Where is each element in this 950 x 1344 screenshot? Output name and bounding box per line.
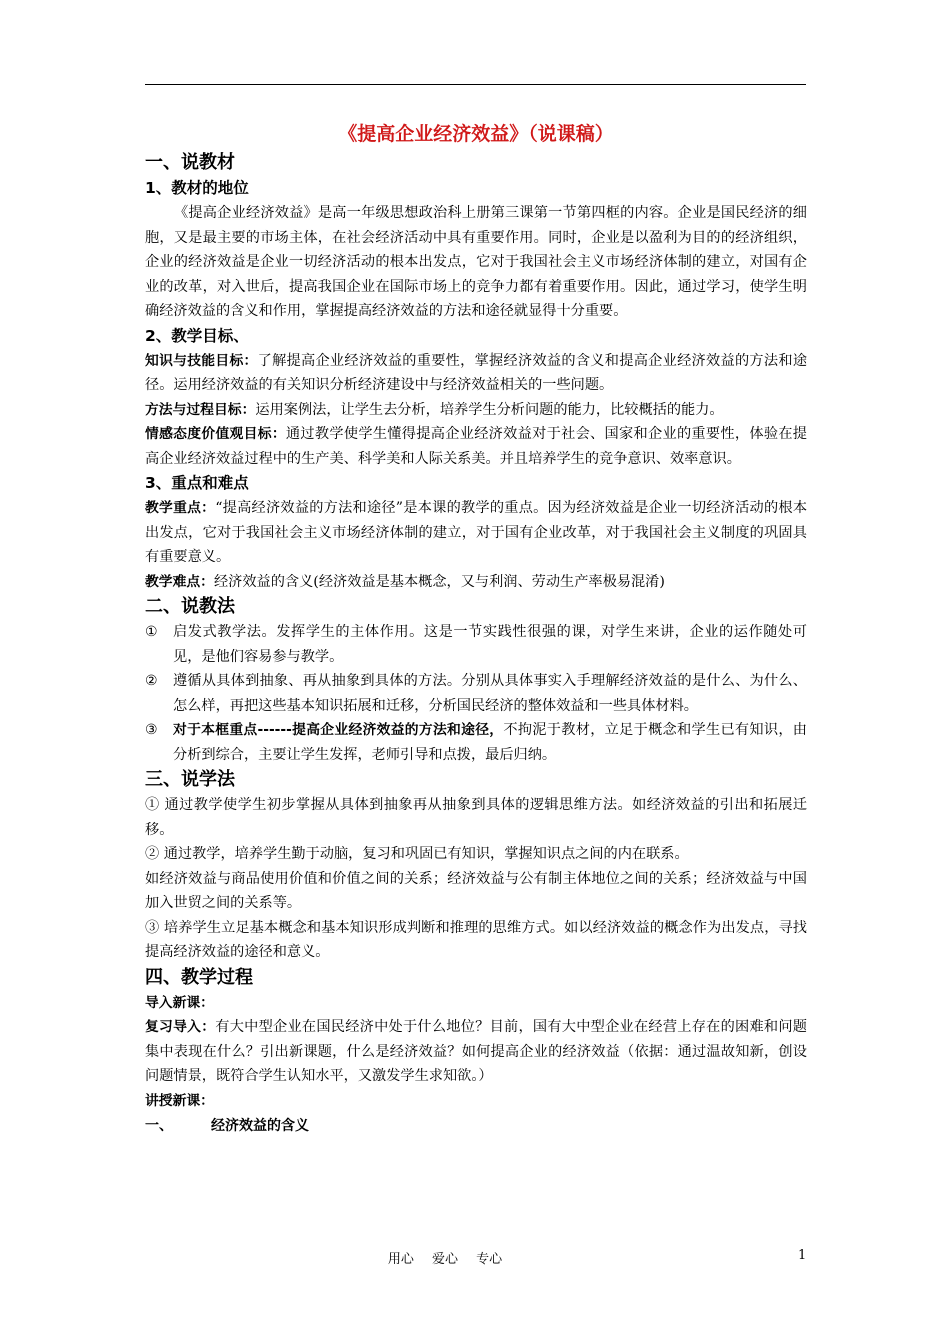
difficult-point-text: 经济效益的含义(经济效益是基本概念，又与利润、劳动生产率极易混淆) bbox=[213, 573, 665, 590]
goal-method bbox=[145, 398, 807, 423]
goal-emotion-text: 通过教学使学生懂得提高企业经济效益对于社会、国家和企业的重要性，体验在提高企业经济效益过程中的生产美、科学美和人际关系美。并且培养学生的竞争意识、效率意识。 bbox=[145, 426, 807, 467]
section-heading-learning: 三、说学法 bbox=[145, 769, 235, 790]
key-point-label: 教学重点： bbox=[145, 500, 216, 516]
key-point bbox=[145, 496, 807, 570]
section-heading-methods: 二、说教法 bbox=[145, 596, 235, 617]
subheading-key-points: 3、重点和难点 bbox=[145, 474, 249, 492]
goal-knowledge bbox=[145, 349, 807, 398]
goal-method-label: 方法与过程目标： bbox=[145, 401, 256, 418]
list-item-text: 启发式教学法。发挥学生的主体作用。这是一节实践性很强的课，对学生来讲，企业的运作随处可见，是他们容易参与教学。 bbox=[173, 624, 807, 665]
learning-paragraph-4: ③ 培养学生立足基本概念和基本知识形成判断和推理的思维方式。如以经济效益的概念作为出发点，寻找提高经济效益的途径和意义。 bbox=[145, 919, 807, 960]
list-item-number: ① bbox=[145, 624, 158, 640]
goal-knowledge-text: 了解提高企业经济效益的重要性，掌握经济效益的含义和提高企业经济效益的方法和途径。运用经济效益的有关知识分析经济建设中与经济效益相关的一些问题。 bbox=[145, 352, 808, 393]
list-item-bold-text: 对于本框重点------提高企业经济效益的方法和途径， bbox=[173, 722, 504, 738]
goal-emotion bbox=[145, 422, 807, 471]
review-text: 有大中型企业在国民经济中处于什么地位？目前，国有大中型企业在经营上存在的困难和问题集中表现在什么？引出新课题，什么是经济效益？如何提高企业的经济效益（依据：通过温故知新，创设问题情景，既符合学生认知水平，又激发学生求知欲。） bbox=[145, 1019, 807, 1084]
subheading-goals: 2、教学目标、 bbox=[145, 326, 249, 345]
list-item bbox=[145, 620, 807, 669]
footer-motto: 用心 爱心 专心 bbox=[387, 1252, 503, 1267]
process-subheading-title: 经济效益的含义 bbox=[211, 1118, 309, 1134]
process-subheading-number: 一、 bbox=[145, 1118, 173, 1134]
list-item-text: 不拘泥于教材，立足于概念和学生已有知识，由分析到综合，主要让学生发挥，老师引导和点拨，最后归纳。 bbox=[173, 722, 807, 763]
difficult-point-label: 教学难点： bbox=[145, 573, 214, 590]
list-item-number: ③ bbox=[145, 722, 158, 738]
learning-paragraph-2: ② 通过教学，培养学生勤于动脑，复习和巩固已有知识，掌握知识点之间的内在联系。 bbox=[145, 846, 689, 862]
header-rule bbox=[145, 84, 806, 85]
goal-knowledge-label: 知识与技能目标： bbox=[145, 352, 258, 369]
section-heading-textbook: 一、说教材 bbox=[145, 152, 235, 173]
section-heading-process: 四、教学过程 bbox=[145, 966, 253, 988]
goal-emotion-label: 情感态度价值观目标： bbox=[145, 426, 286, 442]
goal-method-text: 运用案例法，让学生去分析，培养学生分析问题的能力，比较概括的能力。 bbox=[255, 401, 724, 418]
list-item-number: ② bbox=[145, 673, 158, 689]
document-body bbox=[145, 118, 807, 1139]
intro-label: 导入新课： bbox=[145, 994, 214, 1011]
learning-paragraph-1: ① 通过教学使学生初步掌握从具体到抽象再从抽象到具体的逻辑思维方法。如经济效益的引出和拓展迁移。 bbox=[145, 797, 807, 838]
document-title: 《提高企业经济效益》（说课稿） bbox=[338, 123, 614, 145]
review-paragraph bbox=[145, 1015, 807, 1089]
key-point-text: “提高经济效益的方法和途径”是本课的教学的重点。因为经济效益是企业一切经济活动的根本出发点，它对于我国社会主义市场经济体制的建立，对于国有企业改革，对于我国社会主义制度的巩固具有重要意义。 bbox=[145, 500, 808, 565]
process-subheading bbox=[145, 1113, 807, 1139]
paragraph-position: 《提高企业经济效益》是高一年级思想政治科上册第三课第一节第四框的内容。企业是国民经济的细胞，又是最主要的市场主体，在社会经济活动中具有重要作用。同时，企业是以盈利为目的的经济组织，企业的经济效益是企业一切经济活动的根本出发点，它对于我国社会主义市场经济体制的建立，对国有企业的改革，对入世后，提高我国企业在国际市场上的竞争力都有着重要作用。因此，通过学习，使学生明确经济效益的含义和作用，掌握提高经济效益的方法和途径就显得十分重要。 bbox=[145, 205, 807, 319]
list-item-text: 遵循从具体到抽象、再从抽象到具体的方法。分别从具体事实入手理解经济效益的是什么、为什么、怎么样，再把这些基本知识拓展和迁移，分析国民经济的整体效益和一些具体材料。 bbox=[173, 673, 807, 714]
difficult-point bbox=[145, 570, 807, 595]
review-label: 复习导入： bbox=[145, 1019, 216, 1035]
teach-label: 讲授新课： bbox=[145, 1092, 214, 1109]
list-item bbox=[145, 718, 807, 767]
subheading-position: 1、教材的地位 bbox=[145, 179, 249, 197]
page-number: 1 bbox=[798, 1248, 807, 1263]
learning-paragraph-3: 如经济效益与商品使用价值和价值之间的关系；经济效益与公有制主体地位之间的关系；经济效益与中国加入世贸之间的关系等。 bbox=[145, 870, 807, 911]
list-item bbox=[145, 669, 807, 718]
